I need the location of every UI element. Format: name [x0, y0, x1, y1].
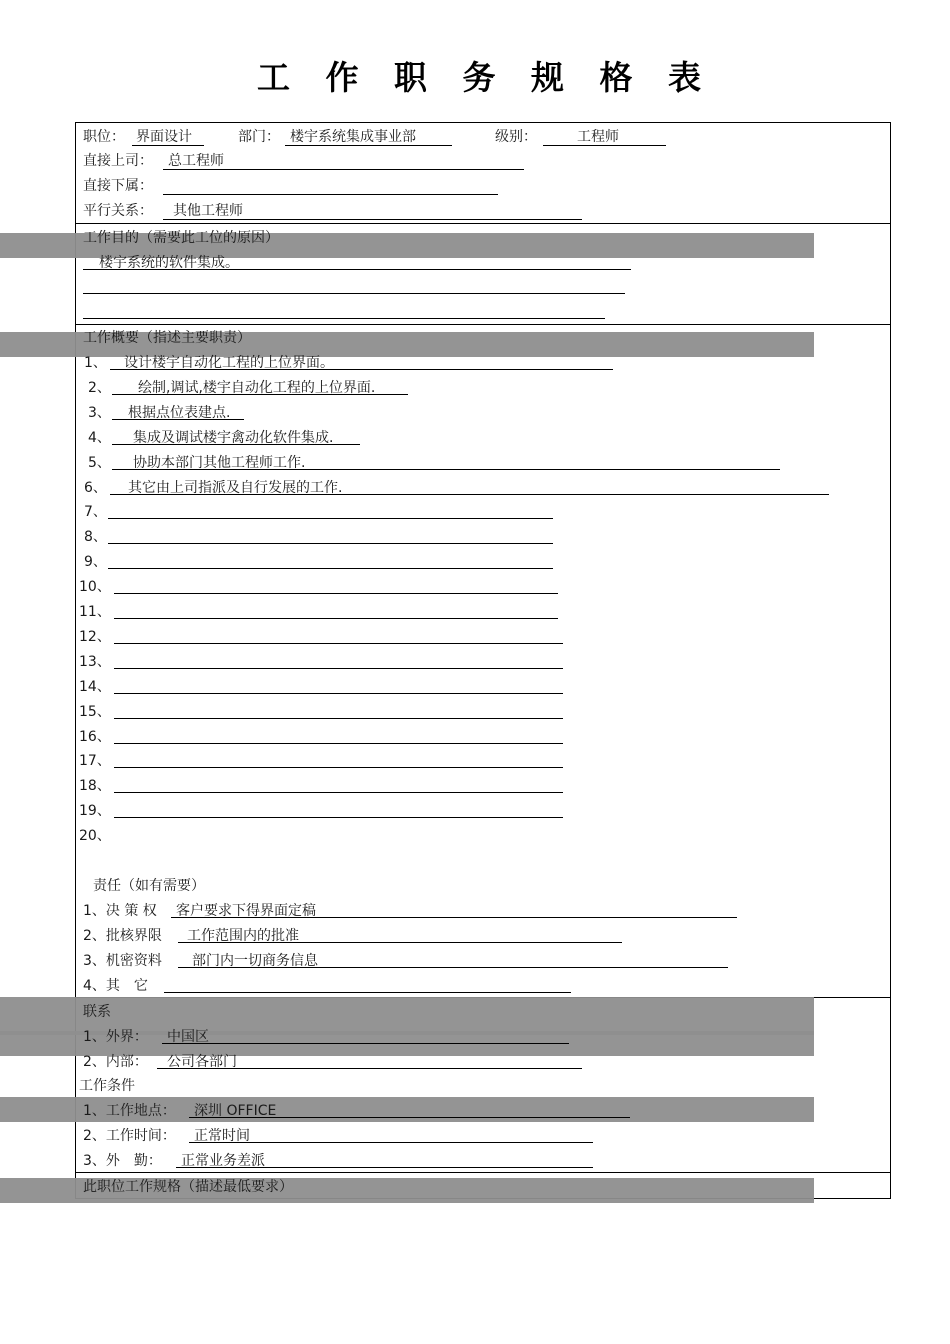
confidential-underline	[178, 967, 728, 968]
summary-item-text: 其它由上司指派及自行发展的工作.	[128, 479, 343, 496]
purpose-text: 楼宇系统的软件集成。	[99, 255, 239, 271]
section-divider	[75, 223, 891, 224]
position-underline	[132, 145, 204, 146]
purpose-underline	[83, 318, 605, 319]
level-underline	[543, 145, 666, 146]
hours-value: 正常时间	[194, 1128, 250, 1144]
purpose-underline	[83, 269, 631, 270]
summary-item-underline	[108, 568, 553, 569]
summary-item-number: 16、	[79, 728, 111, 745]
summary-item-number: 1、	[84, 355, 107, 371]
summary-item-underline	[110, 494, 829, 495]
summary-item-number: 5、	[88, 454, 111, 471]
parallel-value: 其他工程师	[173, 203, 243, 219]
summary-heading: 工作概要（指述主要职责）	[83, 330, 251, 346]
internal-label: 2、内部：	[83, 1054, 148, 1070]
summary-item-number: 6、	[84, 479, 107, 496]
summary-item-underline	[114, 693, 563, 694]
other-label: 4、其 它	[83, 978, 148, 994]
summary-item-number: 13、	[79, 653, 111, 670]
approval-value: 工作范围内的批准	[187, 928, 299, 944]
superior-value: 总工程师	[168, 153, 224, 169]
dept-value: 楼宇系统集成事业部	[290, 129, 416, 145]
summary-item-underline	[114, 792, 563, 793]
summary-item-number: 14、	[79, 678, 111, 695]
summary-item-underline	[110, 369, 613, 370]
summary-item-underline	[114, 618, 558, 619]
external-underline	[162, 1043, 569, 1044]
approval-underline	[178, 942, 622, 943]
summary-item-number: 7、	[84, 504, 107, 521]
level-value: 工程师	[577, 129, 619, 145]
summary-item-number: 12、	[79, 628, 111, 645]
section-divider	[75, 324, 891, 325]
decision-label: 1、决 策 权	[83, 903, 157, 919]
location-label: 1、工作地点：	[83, 1103, 176, 1119]
summary-item-underline	[112, 444, 360, 445]
summary-item-number: 17、	[79, 753, 111, 770]
summary-item-number: 15、	[79, 703, 111, 720]
position-value: 界面设计	[136, 129, 192, 145]
section-divider	[75, 1172, 891, 1173]
location-value: 深圳 OFFICE	[194, 1103, 277, 1119]
summary-item-underline	[108, 518, 553, 519]
hours-label: 2、工作时间：	[83, 1128, 176, 1144]
superior-underline	[163, 169, 524, 170]
spec-heading: 此职位工作规格（描述最低要求）	[83, 1179, 293, 1195]
purpose-underline	[83, 293, 625, 294]
summary-item-number: 9、	[84, 554, 107, 571]
summary-item-text: 集成及调试楼宇禽动化软件集成.	[133, 429, 334, 446]
summary-item-underline	[114, 817, 563, 818]
summary-item-underline	[114, 668, 563, 669]
internal-underline	[157, 1068, 582, 1069]
contact-heading: 联系	[83, 1004, 111, 1020]
confidential-value: 部门内一切商务信息	[192, 953, 318, 969]
summary-item-text: 协助本部门其他工程师工作.	[133, 454, 306, 471]
internal-value: 公司各部门	[167, 1054, 237, 1070]
summary-item-number: 19、	[79, 803, 111, 820]
summary-item-number: 2、	[88, 379, 111, 396]
dept-label: 部门：	[238, 129, 280, 145]
summary-item-text: 绘制,调试,楼宇自动化工程的上位界面.	[138, 379, 376, 396]
confidential-label: 3、机密资料	[83, 953, 162, 969]
parallel-underline	[163, 219, 582, 220]
summary-item-number: 3、	[88, 404, 111, 421]
level-label: 级别：	[495, 129, 537, 145]
travel-value: 正常业务差派	[181, 1153, 265, 1169]
summary-item-underline	[112, 394, 408, 395]
page-title: 工 作 职 务 规 格 表	[257, 58, 713, 97]
summary-item-number: 4、	[88, 429, 111, 446]
parallel-label: 平行关系：	[83, 203, 153, 219]
summary-item-underline	[114, 743, 563, 744]
summary-item-underline	[112, 419, 244, 420]
hours-underline	[189, 1142, 593, 1143]
subordinate-underline	[163, 194, 498, 195]
subordinate-label: 直接下属：	[83, 178, 153, 194]
summary-item-number: 18、	[79, 778, 111, 795]
position-label: 职位：	[83, 129, 125, 145]
summary-item-underline	[114, 593, 558, 594]
summary-item-number: 8、	[84, 529, 107, 546]
responsibility-heading: 责任（如有需要）	[93, 878, 205, 894]
summary-item-text: 设计楼宇自动化工程的上位界面。	[124, 355, 334, 371]
external-value: 中国区	[167, 1029, 209, 1045]
summary-item-text: 根据点位表建点.	[128, 404, 231, 421]
summary-item-underline	[114, 718, 563, 719]
location-underline	[189, 1117, 630, 1118]
travel-underline	[176, 1167, 593, 1168]
decision-value: 客户要求下得界面定稿	[176, 903, 316, 919]
summary-item-underline	[108, 543, 553, 544]
summary-item-number: 11、	[79, 604, 111, 620]
summary-item-number: 20、	[79, 828, 111, 845]
summary-item-number: 10、	[79, 579, 111, 596]
conditions-heading: 工作条件	[79, 1078, 135, 1094]
purpose-heading: 工作目的（需要此工位的原因）	[83, 230, 279, 246]
summary-item-underline	[114, 643, 563, 644]
travel-label: 3、外 勤：	[83, 1153, 162, 1169]
summary-item-underline	[112, 469, 780, 470]
decision-underline	[171, 917, 737, 918]
approval-label: 2、批核界限	[83, 928, 162, 944]
dept-underline	[285, 145, 452, 146]
external-label: 1、外界：	[83, 1029, 148, 1045]
summary-item-underline	[114, 767, 563, 768]
superior-label: 直接上司：	[83, 153, 153, 169]
other-underline	[164, 992, 571, 993]
